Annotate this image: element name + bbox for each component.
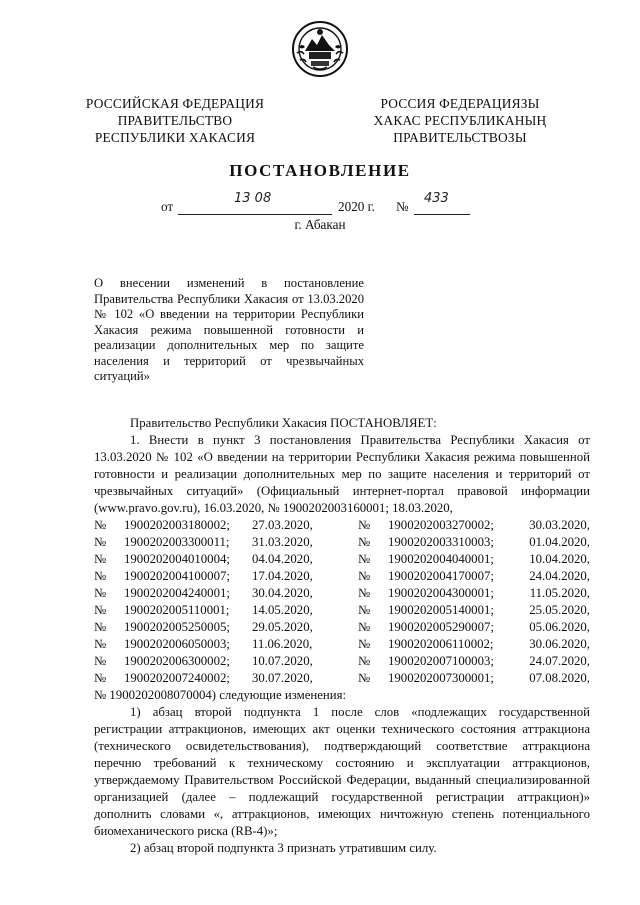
registration-cell: 11.05.2020,	[529, 586, 590, 600]
date-year: 2020 г.	[338, 199, 375, 214]
header-right-line: ХАКАС РЕСПУБЛИКАНЫҢ	[373, 113, 547, 128]
registration-row	[94, 653, 590, 670]
handwritten-number: 433	[424, 191, 449, 206]
subitem-1: 1) абзац второй подпункта 1 после слов «подлежащих государственной регистрации аттракционов, имеющих акт оценки технического состояния аттракциона (технического освидетельствования), подтверждающий соответствие аттракциона перечню требований к техническому состоянию и эксплуатации аттракционов, утверждаемому Правительством Российской Федерации, выданный специализированной организацией (далее – подлежащий государственной регистрации аттракцион)» дополнить словами «, аттракционов, имеющих ничтожную степень потенциального биомеханического риска (RB-4)»;	[94, 705, 590, 838]
registration-cell: 1900202007240002;	[124, 671, 230, 685]
registration-cell: 07.08.2020,	[529, 671, 590, 685]
registration-cell: 04.04.2020,	[252, 552, 313, 566]
registration-cell: 1900202003180002;	[124, 518, 230, 532]
registration-cell: 1900202007100003;	[388, 654, 494, 668]
registration-cell: 1900202004100007;	[124, 569, 230, 583]
registration-cell: 10.07.2020,	[252, 654, 313, 668]
registration-cell: 27.03.2020,	[252, 518, 313, 532]
document-subject: О внесении изменений в постановление Правительства Республики Хакасия от 13.03.2020 № 102 «О введении на территории Республики Хакасия режима повышенной готовности и реализации дополнительных мер по защите населения и территорий от чрезвычайных ситуаций»	[94, 276, 364, 383]
registration-cell: 30.06.2020,	[529, 637, 590, 651]
registration-cell: №	[94, 637, 107, 651]
registration-cell: 24.07.2020,	[529, 654, 590, 668]
registration-row	[94, 534, 590, 551]
registration-cell: №	[358, 552, 371, 566]
registration-cell: №	[358, 535, 371, 549]
registration-cell: №	[94, 620, 107, 634]
registration-row	[94, 602, 590, 619]
registration-cell: 11.06.2020,	[252, 637, 313, 651]
header-left-line: РОССИЙСКАЯ ФЕДЕРАЦИЯ	[85, 96, 265, 111]
registration-cell: 30.03.2020,	[529, 518, 590, 532]
registration-row	[94, 585, 590, 602]
registration-cell: 1900202005140001;	[388, 603, 494, 617]
registration-cell: 30.04.2020,	[252, 586, 313, 600]
header-right	[355, 95, 565, 146]
registration-cell: №	[94, 535, 107, 549]
header-left	[70, 95, 280, 146]
registration-cell: 1900202003270002;	[388, 518, 494, 532]
registration-cell: 01.04.2020,	[529, 535, 590, 549]
document-title: ПОСТАНОВЛЕНИЕ	[229, 161, 411, 180]
registration-cell: №	[94, 518, 107, 532]
registration-cell: №	[94, 671, 107, 685]
registration-cell: 25.05.2020,	[529, 603, 590, 617]
registration-cell: 1900202004010004;	[124, 552, 230, 566]
registration-row	[94, 619, 590, 636]
city: г. Абакан	[294, 217, 346, 232]
registration-row	[94, 670, 590, 687]
registration-cell: 17.04.2020,	[252, 569, 313, 583]
header-right-line: РОССИЯ ФЕДЕРАЦИЯЗЫ	[380, 96, 540, 111]
registration-cell: №	[358, 637, 371, 651]
registration-cell: 1900202007300001;	[388, 671, 494, 685]
registration-cell: №	[358, 671, 371, 685]
registration-cell: №	[358, 569, 371, 583]
registration-cell: 1900202004300001;	[388, 586, 494, 600]
registration-cell: №	[358, 654, 371, 668]
handwritten-date: 13 08	[234, 191, 272, 206]
registration-row	[94, 568, 590, 585]
registration-cell: 1900202004040001;	[388, 552, 494, 566]
registration-cell: №	[358, 620, 371, 634]
registration-cell: 1900202004240001;	[124, 586, 230, 600]
number-label: №	[396, 199, 409, 214]
registration-cell: 10.04.2020,	[529, 552, 590, 566]
registration-cell: №	[358, 518, 371, 532]
registration-cell: №	[94, 654, 107, 668]
registration-cell: 1900202006110002;	[388, 637, 494, 651]
item-1-tail: № 1900202008070004) следующие изменения:	[94, 688, 347, 702]
registration-cell: 1900202003300011;	[124, 535, 230, 549]
registration-cell: №	[94, 552, 107, 566]
registration-cell: 30.07.2020,	[252, 671, 313, 685]
registration-cell: 1900202006050003;	[124, 637, 230, 651]
registration-cell: 1900202005250005;	[124, 620, 230, 634]
registration-cell: №	[358, 586, 371, 600]
registration-table	[94, 517, 590, 687]
coat-of-arms-icon	[291, 20, 349, 78]
registration-row	[94, 517, 590, 534]
registration-cell: 31.03.2020,	[252, 535, 313, 549]
registration-cell: 1900202005110001;	[124, 603, 230, 617]
registration-cell: 24.04.2020,	[529, 569, 590, 583]
registration-row	[94, 636, 590, 653]
preamble: Правительство Республики Хакасия ПОСТАНОВЛЯЕТ:	[130, 416, 437, 430]
header-left-line: РЕСПУБЛИКИ ХАКАСИЯ	[94, 130, 256, 145]
registration-cell: 1900202004170007;	[388, 569, 494, 583]
date-from-label: от	[161, 199, 174, 214]
registration-row	[94, 551, 590, 568]
registration-cell: 1900202003310003;	[388, 535, 494, 549]
registration-cell: №	[358, 603, 371, 617]
registration-cell: №	[94, 569, 107, 583]
registration-cell: 1900202006300002;	[124, 654, 230, 668]
registration-cell: 05.06.2020,	[529, 620, 590, 634]
registration-cell: 14.05.2020,	[252, 603, 313, 617]
registration-cell: №	[94, 586, 107, 600]
registration-cell: 29.05.2020,	[252, 620, 313, 634]
registration-cell: 1900202005290007;	[388, 620, 494, 634]
item-1: 1. Внести в пункт 3 постановления Правительства Республики Хакасия от 13.03.2020 № 102 «О введении на территории Республики Хакасия режима повышенной готовности и реализации дополнительных мер по защите населения и территорий от чрезвычайных ситуаций» (Официальный интернет-портал правовой информации (www.pravo.gov.ru), 16.03.2020, № 1900202003160001; 18.03.2020,	[94, 433, 590, 515]
document-body	[94, 415, 590, 857]
registration-cell: №	[94, 603, 107, 617]
header-right-line: ПРАВИТЕЛЬСТВОЗЫ	[393, 130, 527, 145]
header-left-line: ПРАВИТЕЛЬСТВО	[117, 113, 233, 128]
subitem-2: 2) абзац второй подпункта 3 признать утратившим силу.	[130, 841, 437, 855]
